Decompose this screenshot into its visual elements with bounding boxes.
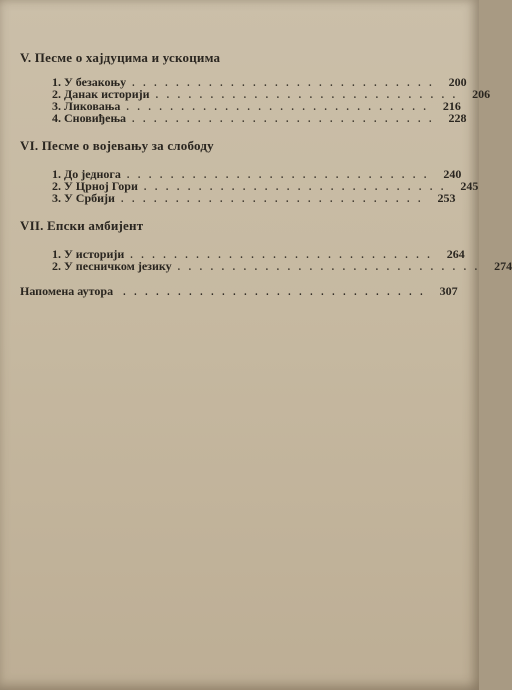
leader-dots: . . . . . . . . . . . . . . . . . . . . . . . . . . . . xyxy=(177,262,481,273)
entry-number: 2. xyxy=(52,87,61,101)
toc-section-v xyxy=(20,50,491,125)
entry-page: 240 xyxy=(443,167,462,181)
entry-title: До једнога xyxy=(64,167,121,181)
toc-entry xyxy=(52,111,467,125)
entry-title: У песничком језику xyxy=(64,259,172,273)
entry-title: Ликовања xyxy=(64,99,121,113)
entry-number: 2. xyxy=(52,179,61,193)
section-title: VI. Песме о војевању за слободу xyxy=(20,138,214,153)
entry-number: 1. xyxy=(52,167,61,181)
entry-title: У Србији xyxy=(64,191,115,205)
table-of-contents xyxy=(20,50,512,299)
entry-page: 245 xyxy=(460,179,479,193)
leader-dots: . . . . . . . . . . . . . . . . . . . . . . . . . . . . xyxy=(123,287,426,298)
entry-number: 3. xyxy=(52,191,61,205)
entry-page: 274 xyxy=(494,259,512,273)
toc-section-vii xyxy=(20,218,512,273)
section-title: V. Песме о хајдуцима и ускоцима xyxy=(20,50,221,65)
entry-title: Напомена аутора xyxy=(20,284,114,298)
entry-page: 206 xyxy=(472,87,491,101)
entry-title: Данак историји xyxy=(64,87,150,101)
leader-dots: . . . . . . . . . . . . . . . . . . . . . . . . . . . . xyxy=(130,250,433,261)
toc-entry xyxy=(52,259,512,273)
entry-number: 4. xyxy=(52,111,61,125)
leader-dots: . . . . . . . . . . . . . . . . . . . . . . . . . . . . xyxy=(132,78,435,89)
entry-title: У историји xyxy=(64,247,125,261)
entry-page: 307 xyxy=(439,284,458,298)
entry-title: У безакоњу xyxy=(64,75,127,89)
leader-dots: . . . . . . . . . . . . . . . . . . . . . . . . . . . . xyxy=(155,90,459,101)
leader-dots: . . . . . . . . . . . . . . . . . . . . . . . . . . . . xyxy=(120,194,424,205)
entry-page: 228 xyxy=(448,111,467,125)
entry-title: Сновиђења xyxy=(64,111,127,125)
entry-number: 2. xyxy=(52,259,61,273)
section-title: VII. Епски амбијент xyxy=(20,218,144,233)
entry-number: 1. xyxy=(52,247,61,261)
entry-title: У Црној Гори xyxy=(64,179,138,193)
entry-number: 1. xyxy=(52,75,61,89)
toc-section-vi xyxy=(20,138,479,205)
show-through-text xyxy=(185,330,375,680)
leader-dots: . . . . . . . . . . . . . . . . . . . . . . . . . . . . xyxy=(126,170,430,181)
leader-dots: . . . . . . . . . . . . . . . . . . . . . . . . . . . . xyxy=(143,182,447,193)
toc-entry xyxy=(52,191,456,205)
entry-number: 3. xyxy=(52,99,61,113)
entry-page: 264 xyxy=(446,247,465,261)
entry-page: 216 xyxy=(442,99,461,113)
leader-dots: . . . . . . . . . . . . . . . . . . . . . . . . . . . . xyxy=(132,114,435,125)
entry-page: 253 xyxy=(437,191,456,205)
entry-page: 200 xyxy=(448,75,467,89)
leader-dots: . . . . . . . . . . . . . . . . . . . . . . . . . . . . xyxy=(126,102,429,113)
author-note-entry xyxy=(20,284,458,299)
